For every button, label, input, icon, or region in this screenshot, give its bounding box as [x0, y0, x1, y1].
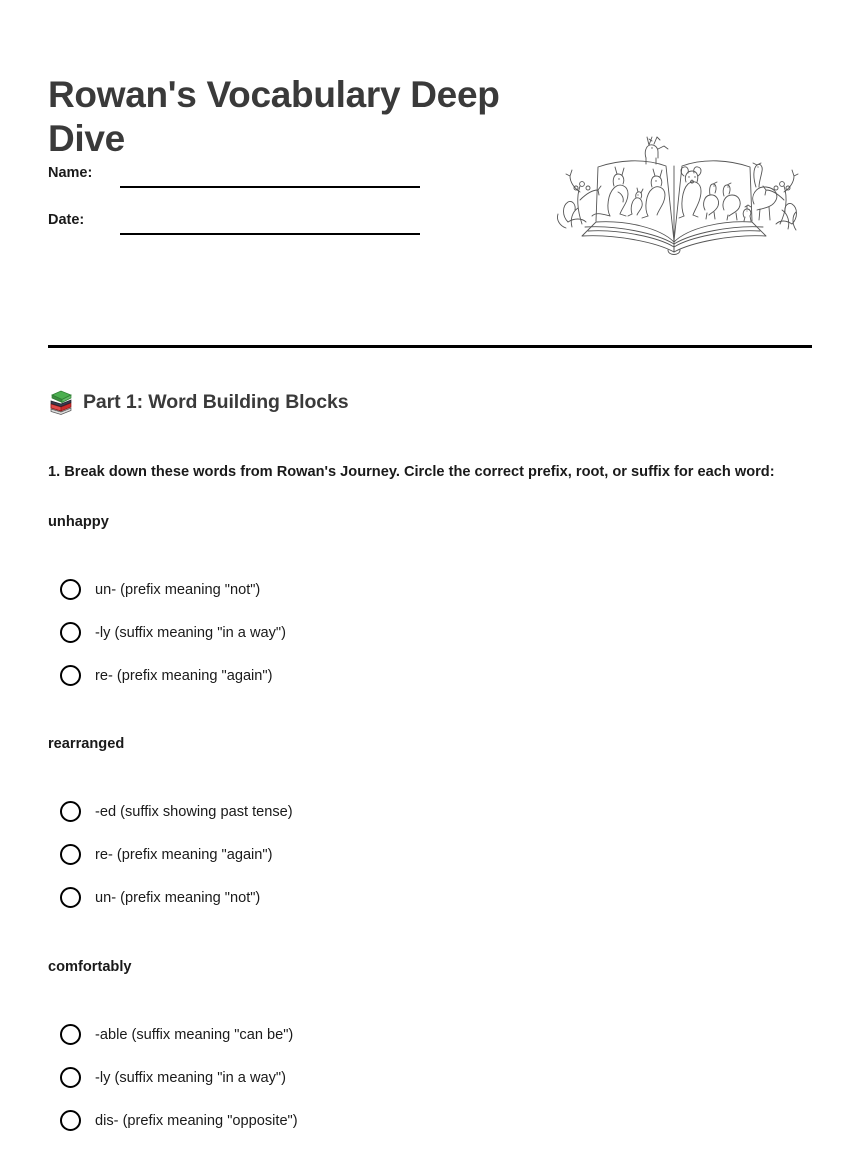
radio-circle-icon[interactable]: [60, 665, 81, 686]
option-row[interactable]: [60, 876, 788, 919]
radio-circle-icon[interactable]: [60, 801, 81, 822]
section-heading: [48, 389, 349, 415]
option-row[interactable]: [60, 611, 788, 654]
name-field-label: Name:: [48, 165, 93, 181]
option-row[interactable]: [60, 833, 788, 876]
name-field-writing-line[interactable]: [120, 186, 420, 188]
option-row[interactable]: [60, 1013, 788, 1056]
radio-circle-icon[interactable]: [60, 887, 81, 908]
option-label: dis- (prefix meaning "opposite"): [95, 1112, 298, 1129]
radio-circle-icon[interactable]: [60, 1024, 81, 1045]
radio-circle-icon[interactable]: [60, 1110, 81, 1131]
option-row[interactable]: [60, 790, 788, 833]
option-label: un- (prefix meaning "not"): [95, 581, 261, 598]
instruction-text: 1. Break down these words from Rowan's Journey. Circle the correct prefix, root, or suffix for each word:: [48, 463, 775, 480]
option-row[interactable]: [60, 1099, 788, 1142]
option-list: [48, 790, 788, 919]
option-label: -ly (suffix meaning "in a way"): [95, 1069, 286, 1086]
option-label: -able (suffix meaning "can be"): [95, 1026, 294, 1043]
date-field-label: Date:: [48, 212, 85, 228]
word-label: rearranged: [48, 736, 125, 752]
option-label: -ly (suffix meaning "in a way"): [95, 624, 286, 641]
option-label: re- (prefix meaning "again"): [95, 846, 273, 863]
section-heading-label: Part 1: Word Building Blocks: [83, 390, 349, 413]
option-row[interactable]: [60, 568, 788, 611]
student-info-fields: [48, 162, 448, 256]
option-row[interactable]: [60, 1056, 788, 1099]
word-group-comfortably: [48, 957, 788, 1142]
section-divider: [48, 345, 812, 348]
radio-circle-icon[interactable]: [60, 844, 81, 865]
radio-circle-icon[interactable]: [60, 1067, 81, 1088]
books-icon: [48, 389, 74, 415]
option-label: un- (prefix meaning "not"): [95, 889, 261, 906]
option-label: re- (prefix meaning "again"): [95, 667, 273, 684]
option-list: [48, 1013, 788, 1142]
radio-circle-icon[interactable]: [60, 622, 81, 643]
name-field-row: [48, 162, 448, 209]
word-label: unhappy: [48, 514, 109, 530]
page-title: Rowan's Vocabulary Deep Dive: [48, 73, 500, 159]
option-row[interactable]: [60, 654, 788, 697]
date-field-row: [48, 209, 448, 256]
radio-circle-icon[interactable]: [60, 579, 81, 600]
open-book-with-animals-illustration: [548, 124, 800, 264]
option-list: [48, 568, 788, 697]
date-field-writing-line[interactable]: [120, 233, 420, 235]
option-label: -ed (suffix showing past tense): [95, 803, 293, 820]
word-label: comfortably: [48, 959, 132, 975]
word-group-rearranged: [48, 734, 788, 919]
word-group-unhappy: [48, 512, 788, 697]
